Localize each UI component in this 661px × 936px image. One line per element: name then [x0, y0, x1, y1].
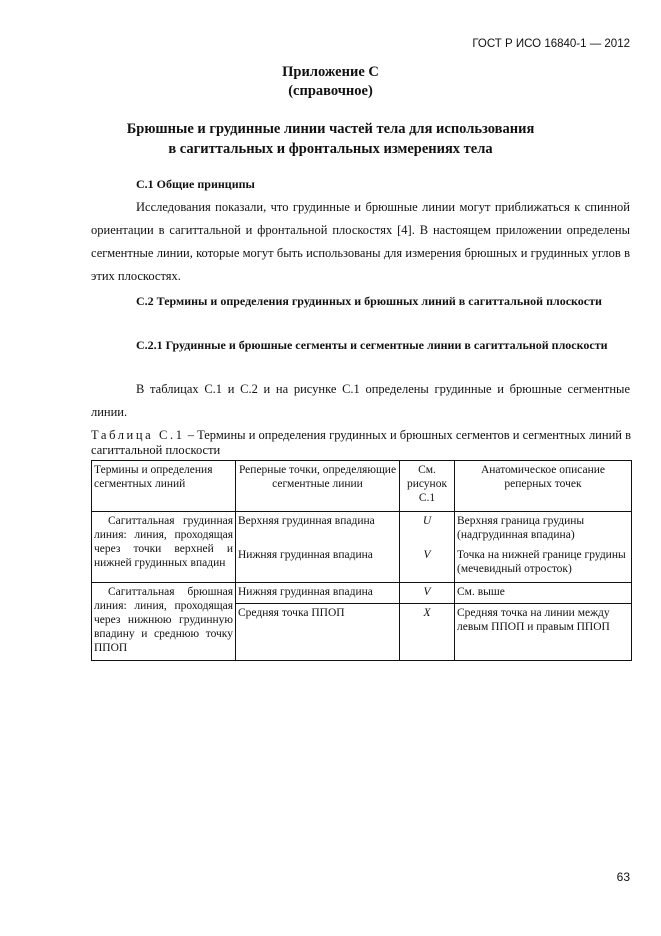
ref-x: X — [400, 604, 455, 661]
annex-subtitle: (справочное) — [288, 83, 373, 99]
annex-main-title — [0, 119, 661, 159]
annex-title: Приложение С — [282, 64, 379, 80]
main-title-line-1: Брюшные и грудинные линии частей тела для использования — [126, 121, 535, 137]
section-c2-heading: С.2 Термины и определения грудинных и брюшных линий в сагиттальной плоскости — [136, 294, 602, 308]
table-row — [92, 512, 632, 583]
ref-v: V — [423, 549, 431, 561]
table-bottom-rule — [92, 660, 632, 661]
term-sagittal-abdominal — [92, 583, 236, 661]
point-upper-sternal-notch: Верхняя грудинная впадина — [238, 515, 375, 527]
refs-cell — [400, 512, 455, 583]
document-header: ГОСТ Р ИСО 16840-1 — 2012 — [472, 38, 630, 50]
header-anatomy: Анатомическое описание реперных точек — [455, 461, 632, 512]
table-bottom-edge — [92, 660, 632, 661]
section-c21-paragraph: В таблицах С.1 и С.2 и на рисунке С.1 определены грудинные и брюшные сегментные линии. — [91, 382, 630, 419]
page-number: 63 — [616, 870, 630, 884]
table-c1 — [91, 460, 632, 661]
desc-cell — [455, 512, 632, 583]
desc-see-above: См. выше — [455, 583, 632, 604]
table-header-row — [92, 461, 632, 512]
table-caption-label: Таблица С.1 — [91, 428, 185, 442]
header-points: Реперные точки, определяющие сегментные линии — [236, 461, 400, 512]
term-sagittal-sternal-text: Сагиттальная грудинная линия: линия, проходящая через точки верхней и нижней грудинных впадин — [94, 515, 233, 569]
point-lower-sternal-notch-2: Нижняя грудинная впадина — [236, 583, 400, 604]
ref-u: U — [422, 515, 432, 527]
term-sagittal-abdominal-text: Сагиттальная брюшная линия: линия, проходящая через нижнюю грудинную впадину и среднюю точку ППОП — [94, 586, 233, 654]
section-c1-heading: С.1 Общие принципы — [136, 177, 255, 191]
ref-v-2: V — [400, 583, 455, 604]
table-row — [92, 583, 632, 604]
header-terms: Термины и определения сегментных линий — [92, 461, 236, 512]
desc-mid-ppop: Средняя точка на линии между левым ППОП и правым ППОП — [455, 604, 632, 661]
main-title-line-2: в сагиттальных и фронтальных измерениях тела — [168, 141, 493, 157]
term-sagittal-sternal — [92, 512, 236, 583]
table-caption-text: – Термины и определения грудинных и брюшных сегментов и сегментных линий в сагиттальной плоскости — [91, 428, 631, 457]
desc-upper-sternal: Верхняя граница грудины (надгрудинная впадина) — [457, 515, 585, 541]
header-figure-ref: См. рисунок С.1 — [400, 461, 455, 512]
point-lower-sternal-notch: Нижняя грудинная впадина — [238, 549, 373, 561]
point-mid-ppop: Средняя точка ППОП — [236, 604, 400, 661]
desc-lower-sternal: Точка на нижней границе грудины (мечевидный отросток) — [457, 549, 626, 575]
table-caption — [91, 428, 631, 458]
section-c1-paragraph: Исследования показали, что грудинные и брюшные линии могут приближаться к спинной ориентации в сагиттальной и фронтальной плоскостях [4]. В настоящем приложении определены сегментные линии, которые могут быть использованы для измерения брюшных и грудинных углов в этих плоскостях. — [91, 200, 630, 283]
section-c21-heading: С.2.1 Грудинные и брюшные сегменты и сегментные линии в сагиттальной плоскости — [136, 338, 608, 352]
points-cell — [236, 512, 400, 583]
